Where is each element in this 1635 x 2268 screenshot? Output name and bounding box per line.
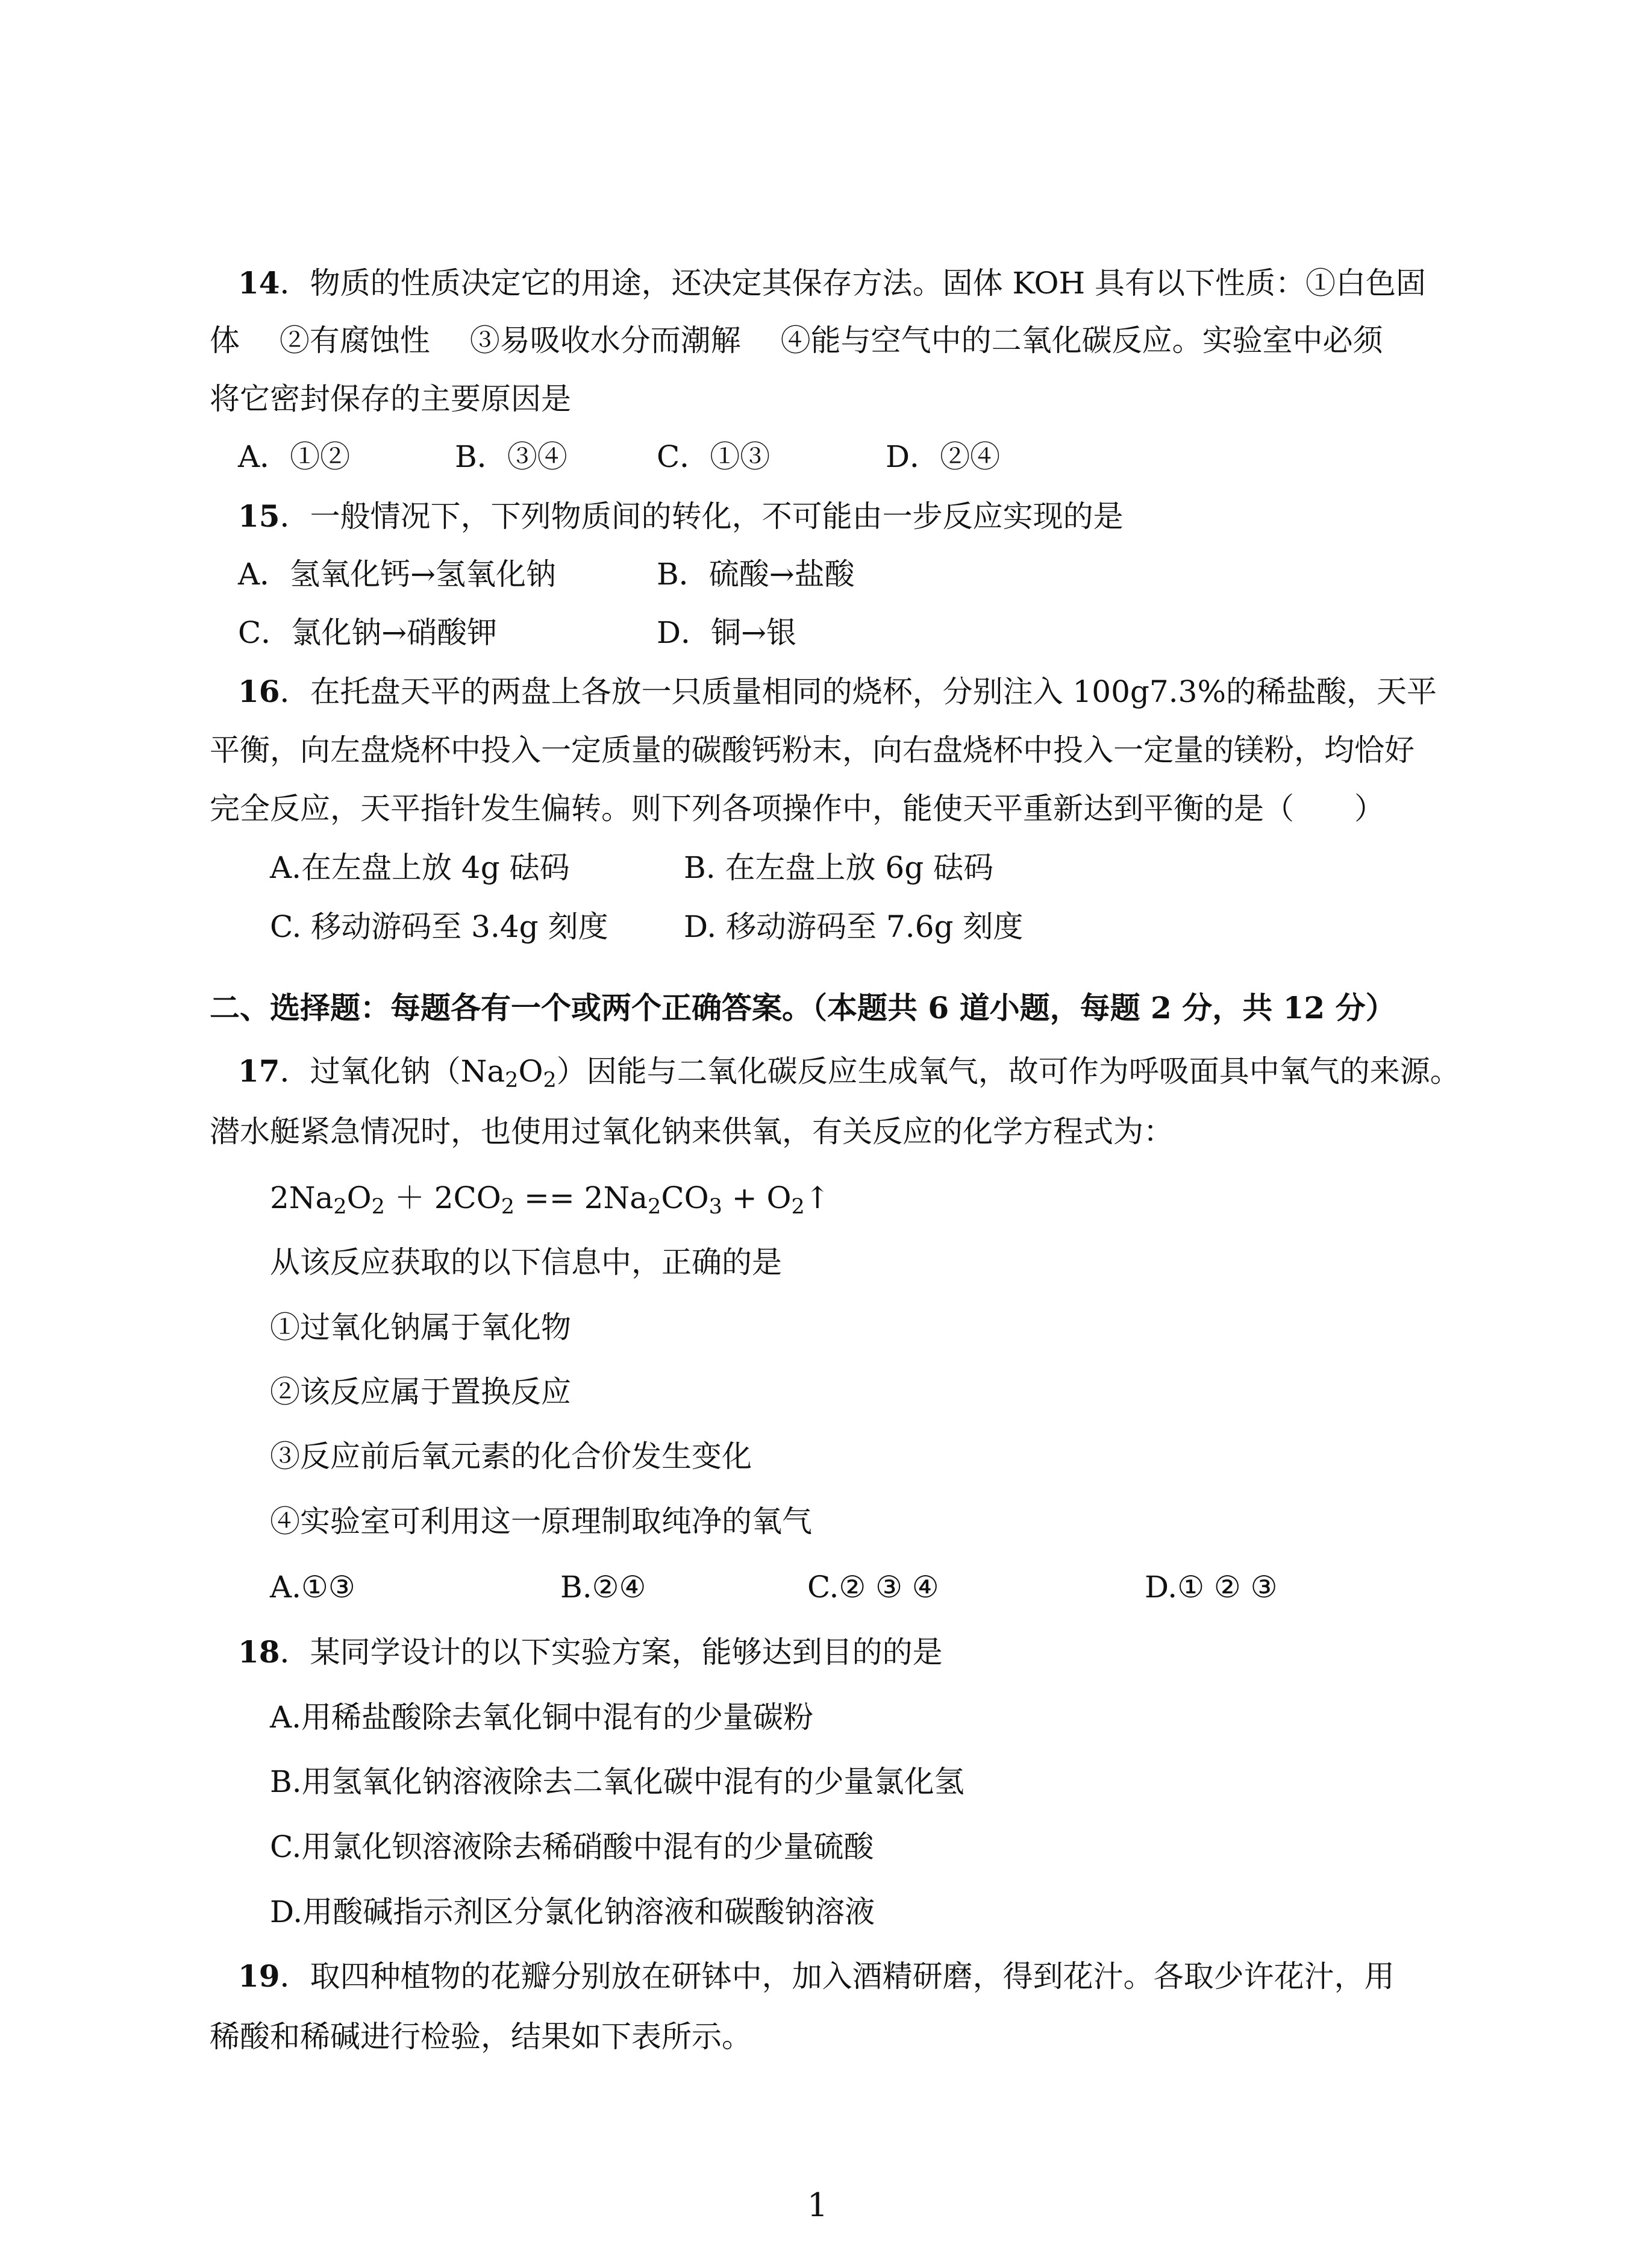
- q14-option-a: A．①②: [238, 439, 351, 474]
- q15-option-c: C．氯化钠→硝酸钾: [238, 615, 498, 650]
- q16-line-1: 16．在托盘天平的两盘上各放一只质量相同的烧杯，分别注入 100g7.3%的稀盐酸，天平: [238, 674, 1437, 709]
- q17-equation: $2Na_2O_2 + 2CO_2 == 2Na_2CO_3$ + $O_2↑$: [270, 1180, 830, 1219]
- q15-option-b: B．硫酸→盐酸: [657, 557, 855, 592]
- q17-statement-3: ③反应前后氧元素的化合价发生变化: [270, 1439, 752, 1474]
- q17-option-b: B.②④: [560, 1570, 646, 1605]
- q18-option-b: B.用氢氧化钠溶液除去二氧化碳中混有的少量氯化氢: [270, 1764, 964, 1799]
- q17-statement-1: ①过氧化钠属于氧化物: [270, 1310, 571, 1345]
- q16-option-d: D. 移动游码至 7.6g 刻度: [684, 909, 1024, 944]
- section-2-heading: 二、选择题：每题各有一个或两个正确答案。（本题共 6 道小题，每题 2 分，共 12 分）: [210, 990, 1396, 1026]
- q14-line-3: 将它密封保存的主要原因是: [210, 381, 571, 416]
- q14-option-d: D．②④: [886, 439, 1001, 474]
- q19-line-1: 19．取四种植物的花瓣分别放在研钵中，加入酒精研磨，得到花汁。各取少许花汁，用: [238, 1958, 1395, 1994]
- q14-number: 14: [238, 265, 280, 301]
- q18-option-a: A.用稀盐酸除去氧化铜中混有的少量碳粉: [270, 1700, 814, 1735]
- q17-statement-2: ②该反应属于置换反应: [270, 1374, 571, 1409]
- q18-option-c: C.用氯化钡溶液除去稀硝酸中混有的少量硫酸: [270, 1829, 874, 1864]
- q17-line-1: 17．过氧化钠$(Na_2O_2)$因能与二氧化碳反应生成氧气，故可作为呼吸面具中氧气的来源。: [238, 1053, 1460, 1092]
- q16-number: 16: [238, 674, 280, 709]
- q16-option-b: B. 在左盘上放 6g 砝码: [684, 850, 994, 885]
- q17-statement-4: ④实验室可利用这一原理制取纯净的氧气: [270, 1504, 812, 1539]
- q14-line-1: 14．物质的性质决定它的用途，还决定其保存方法。固体 KOH 具有以下性质：①白色固: [238, 265, 1426, 301]
- q14-option-c: C．①③: [657, 439, 771, 474]
- q17-option-d: D.① ② ③: [1145, 1570, 1278, 1605]
- q15-stem: 15．一般情况下，下列物质间的转化，不可能由一步反应实现的是: [238, 498, 1124, 534]
- q19-line-2: 稀酸和稀碱进行检验，结果如下表所示。: [210, 2019, 752, 2054]
- q15-number: 15: [238, 498, 280, 534]
- q14-line-2: 体 ②有腐蚀性 ③易吸收水分而潮解 ④能与空气中的二氧化碳反应。实验室中必须: [210, 323, 1383, 358]
- q16-option-c: C. 移动游码至 3.4g 刻度: [270, 909, 608, 944]
- q18-number: 18: [238, 1634, 280, 1670]
- q16-line-3: 完全反应，天平指针发生偏转。则下列各项操作中，能使天平重新达到平衡的是（ ）: [210, 791, 1384, 826]
- q15-option-d: D．铜→银: [657, 615, 796, 650]
- q15-option-a: A．氢氧化钙→氢氧化钠: [238, 557, 557, 592]
- q17-option-c: C.② ③ ④: [807, 1570, 939, 1605]
- q17-option-a: A.①③: [270, 1570, 355, 1605]
- q16-option-a: A.在左盘上放 4g 砝码: [270, 850, 570, 885]
- q18-option-d: D.用酸碱指示剂区分氯化钠溶液和碳酸钠溶液: [270, 1894, 875, 1929]
- q16-line-2: 平衡，向左盘烧杯中投入一定质量的碳酸钙粉末，向右盘烧杯中投入一定量的镁粉，均恰好: [210, 733, 1415, 768]
- q17-line-2: 潜水艇紧急情况时，也使用过氧化钠来供氧，有关反应的化学方程式为：: [210, 1114, 1174, 1149]
- q17-prompt: 从该反应获取的以下信息中，正确的是: [270, 1245, 782, 1280]
- q17-number: 17: [238, 1053, 280, 1089]
- q19-number: 19: [238, 1958, 280, 1994]
- page-number: 1: [807, 2186, 828, 2224]
- q14-option-b: B．③④: [455, 439, 567, 474]
- q18-stem: 18．某同学设计的以下实验方案，能够达到目的的是: [238, 1634, 943, 1670]
